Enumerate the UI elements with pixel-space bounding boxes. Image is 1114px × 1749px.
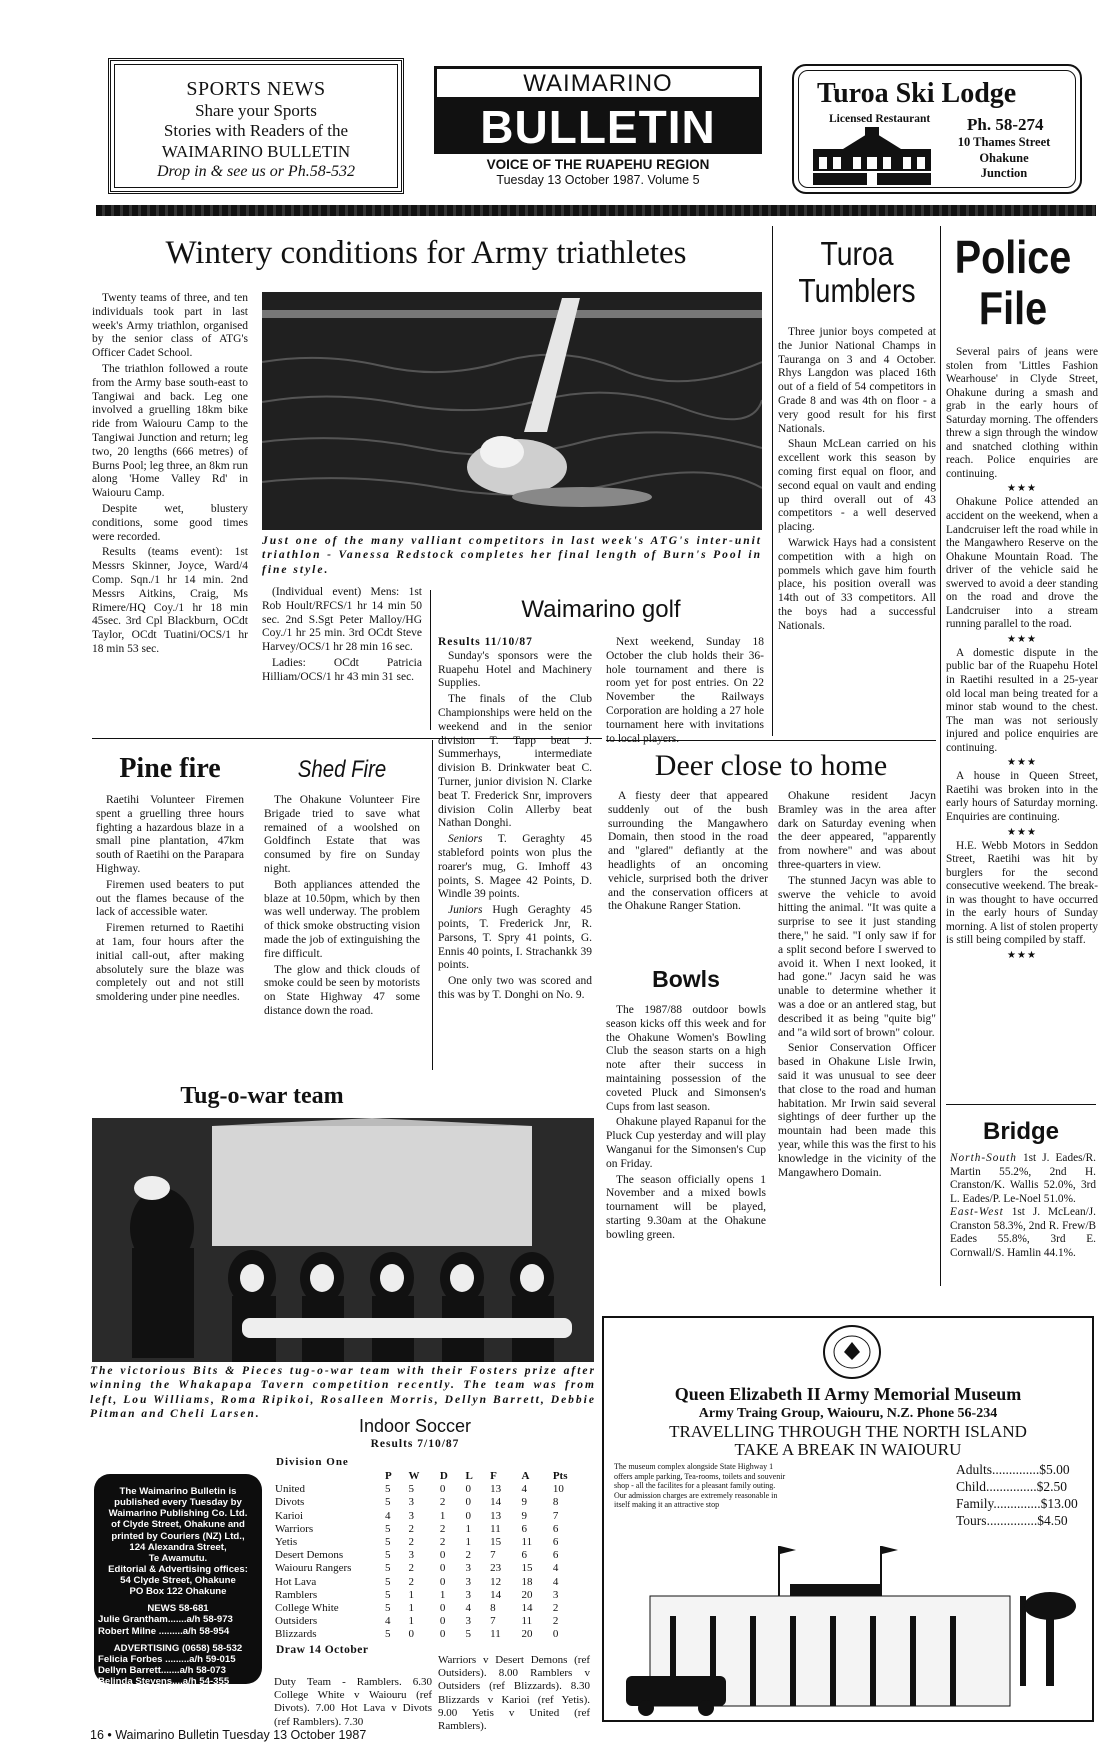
museum-price-dots: ............... — [986, 1512, 1038, 1528]
article-paragraph: Shaun McLean carried on his excellent work this season by coming first equal on floor, and second equal on vault and ending up third overall out of 43 competitors - a well deserved placing. — [778, 438, 936, 534]
imprint-contact: Dellyn Barrett.......a/h 58-073 — [98, 1664, 226, 1676]
soccer-cell: 20 — [521, 1588, 533, 1601]
soccer-cell: 5 — [385, 1628, 391, 1641]
soccer-cell: 0 — [439, 1615, 446, 1628]
tug-o-war-photo — [92, 1118, 594, 1362]
soccer-team-name: Warriors — [275, 1522, 314, 1535]
article-paragraph: The finals of the Club Championships were held on the weekend and in the senior division T. Tapp beat J. Summerhays, intermediate division B. Drinkwater beat C. Turner, junior division N. Clarke beat T. Frederick Snr, improvers division Colin Allerby beat Nathan Donghi. — [438, 693, 592, 830]
soccer-row — [272, 1510, 588, 1523]
article-paragraph: A fiesty deer that appeared suddenly out of the bush surrounding the Mangawhero Domain, then stood in the road and "glared" defiantly at the headlights of an oncoming vehicle, surprised both the driver and the conservation officers at the Ohakune Ranger Station. — [608, 790, 768, 913]
soccer-row — [272, 1483, 588, 1496]
museum-blurb: The museum complex alongside State Highway 1 offers ample parking, Tea-rooms, toilets and souvenir shop - all the facilites for a pleasant family outing. Our admission charges are extremely reasonable in itself making it an attractive stop — [614, 1462, 786, 1510]
article-paragraph: Both appliances attended the blaze at 10.50pm, which by then was well underway. The problem of thick smoke obstructing vision made the job of extinguishing the fire difficult. — [264, 878, 420, 960]
article-paragraph — [438, 833, 592, 902]
soccer-cell: 5 — [385, 1549, 391, 1562]
museum-price-row — [956, 1462, 1084, 1479]
soccer-cell: 7 — [552, 1509, 559, 1522]
soccer-row — [272, 1536, 588, 1549]
soccer-cell: 6 — [521, 1522, 527, 1535]
soccer-cell: 5 — [385, 1562, 391, 1575]
article-paragraph: (Individual event) Mens: 1st Rob Hoult/RFCS/1 hr 14 min 50 sec. 2nd S.Sgt Peter Malloy/HG Coy./1 hr 25 min. 3rd OCdt Steve Harvey/OCS/1 hr 28 min 16 sec. — [262, 586, 422, 654]
soccer-cell: 5 — [385, 1496, 391, 1509]
deer-col2 — [778, 790, 936, 1182]
soccer-cell: 0 — [465, 1483, 472, 1496]
sports-news-box — [108, 58, 404, 194]
soccer-cell: 1 — [465, 1522, 472, 1535]
turoa-article — [778, 326, 936, 636]
soccer-results-label: Results 7/10/87 — [370, 1438, 460, 1450]
turoa-headline-line: Turoa — [820, 235, 894, 272]
lodge-addr-line: Ohakune — [979, 150, 1029, 165]
swimmer-photo-illustration — [262, 292, 762, 530]
soccer-team-name: Karioi — [275, 1509, 304, 1522]
soccer-row — [272, 1628, 588, 1641]
soccer-cell: 8 — [552, 1496, 559, 1509]
soccer-team-name: United — [275, 1483, 305, 1496]
triathlon-col1 — [92, 292, 248, 659]
soccer-cell: 4 — [552, 1575, 559, 1588]
bridge-ew-label: East-West — [950, 1206, 1004, 1219]
soccer-row — [272, 1523, 588, 1536]
article-paragraph: The stunned Jacyn was able to swerve the vehicle to avoid hitting the animal. "It was quite a surprise to see it just standing there," he said. "I only saw if for a split second before I swerved to avoid it. When I next looked, it had gone." Jacyn said he was unable to determine whether it was a doe or an antlered stag, but described it as being "quite big" and "a wild sort of brown" colour. — [778, 874, 936, 1039]
sports-line: Stories with Readers of the — [163, 121, 349, 141]
soccer-cell: 3 — [408, 1496, 414, 1509]
museum-price-dots: ............... — [986, 1478, 1037, 1494]
soccer-cell: 4 — [465, 1601, 472, 1614]
triathlon-headline: Wintery conditions for Army triathletes — [165, 235, 687, 271]
imprint-box — [94, 1474, 262, 1687]
paper-name: BULLETIN — [434, 100, 762, 154]
article-paragraph: Firemen used beaters to put out the flames because of the lack of accessible water. — [96, 878, 244, 919]
soccer-cell: 1 — [465, 1535, 472, 1548]
golf-results-label: Results 11/10/87 — [438, 636, 533, 648]
imprint-line: printed by Couriers (NZ) Ltd., — [111, 1530, 245, 1542]
soccer-team-name: Hot Lava — [275, 1575, 317, 1588]
soccer-team-name: College White — [275, 1601, 339, 1614]
bridge-ns — [950, 1152, 1096, 1206]
article-paragraph: Next weekend, Sunday 18 October the club holds their 36-hole tournament and there is room yet for post entries. On 22 November the Railways Corporation are holding a 27 hole tournament here with invitations to local players. — [606, 636, 764, 745]
imprint-advertising: ADVERTISING (0658) 58-532 — [113, 1642, 243, 1654]
tagline: VOICE OF THE RUAPEHU REGION — [486, 157, 710, 172]
soccer-row — [272, 1549, 588, 1562]
soccer-col-header: W — [408, 1470, 420, 1482]
soccer-cell: 0 — [408, 1628, 414, 1641]
museum-price-price: $5.00 — [1039, 1462, 1070, 1477]
museum-price-label: Tours — [956, 1512, 987, 1528]
article-paragraph: Ohakune played Rapanui for the Pluck Cup yesterday and will play Wanganui for the Simonsen's Cup on Friday. — [606, 1116, 766, 1170]
golf-seniors-label: Seniors — [448, 833, 483, 846]
museum-title: Queen Elizabeth II Army Memorial Museum — [674, 1384, 1022, 1404]
soccer-team-name: Desert Demons — [275, 1549, 344, 1562]
soccer-cell: 0 — [439, 1601, 446, 1614]
soccer-draw-right: Warriors v Desert Demons (ref Outsiders). 8.00 Ramblers v Outsiders (ref Blizzards). 8.30 Blizzards v Karioi (ref Yetis). 9.00 Yetis v United (ref Ramblers). — [438, 1654, 590, 1732]
shed-article — [264, 794, 420, 1021]
soccer-table — [272, 1470, 588, 1641]
soccer-cell: 5 — [385, 1575, 391, 1588]
tug-caption: The victorious Bits & Pieces tug-o-war team with their Fosters prize after winning the Whakapapa Tavern competition recently. The team was from left, Lou Williams, Roma Ripikoi, Rosalleen Morris, Dellyn Barrett, Debbie Pitman and Cheli Larsen. — [90, 1365, 596, 1421]
soccer-cell: 0 — [552, 1628, 559, 1641]
pine-article — [96, 794, 244, 1007]
imprint-news: NEWS 58-681 — [147, 1603, 209, 1615]
bridge-ns-text: 1st J. Eades/R. Martin 55.2%, 2nd H. Cranston/K. Wallis 52.0%, 3rd L. Eades/P. Le-Noel 51.0%. — [950, 1152, 1097, 1205]
soccer-cell: 1 — [408, 1588, 414, 1601]
soccer-cell: 2 — [439, 1496, 446, 1509]
soccer-cell: 3 — [408, 1509, 414, 1522]
shed-headline: Shed Fire — [297, 756, 387, 783]
article-paragraph — [438, 904, 592, 973]
soccer-cell: 14 — [490, 1496, 502, 1509]
lodge-address — [939, 135, 1069, 182]
imprint-contact: Felicia Forbes .........a/h 59-015 — [98, 1653, 236, 1665]
museum-line1: TRAVELLING THROUGH THE NORTH ISLAND — [669, 1422, 1027, 1441]
soccer-draw-left: Duty Team - Ramblers. 6.30 College White v Waiouru (ref Divots). 7.00 Hot Lava v Divots (ref Ramblers). 7.30 — [274, 1676, 432, 1728]
pine-headline: Pine fire — [119, 753, 221, 784]
soccer-team-name: Yetis — [275, 1535, 298, 1548]
tug-headline: Tug-o-war team — [180, 1083, 344, 1109]
soccer-cell: 0 — [439, 1483, 446, 1496]
article-paragraph: Sunday's sponsors were the Ruapehu Hotel and Machinery Supplies. — [438, 649, 592, 690]
soccer-cell: 5 — [385, 1588, 391, 1601]
lodge-sub: Licensed Restaurant — [829, 113, 931, 125]
soccer-cell: 0 — [439, 1628, 446, 1641]
swimmer-photo — [262, 292, 762, 530]
soccer-cell: 20 — [521, 1628, 533, 1641]
article-paragraph: The 1987/88 outdoor bowls season kicks off this week and for the Ohakune Women's Bowling Club the season starts on a high note after their success in maintaining possession of the coveted Pluck and Simonsen's Cups from last season. — [606, 1004, 766, 1113]
turoa-headline-line: Tumblers — [798, 271, 916, 309]
museum-sub: Army Traing Group, Waiouru, N.Z. Phone 56-234 — [698, 1406, 998, 1421]
soccer-cell: 1 — [439, 1509, 446, 1522]
soccer-col-header: F — [490, 1470, 497, 1482]
soccer-cell: 7 — [490, 1549, 496, 1562]
soccer-col-header: D — [439, 1470, 448, 1482]
soccer-cell: 2 — [408, 1575, 414, 1588]
soccer-headline: Indoor Soccer — [358, 1416, 472, 1436]
golf-juniors: Hugh Geraghty 45 points, T. Frederick Jnr, R. Parsons, T. Spry 41 points, G. Ennis 40 points, I. Strachankk 39 points. — [438, 904, 593, 972]
dateline: Tuesday 13 October 1987. Volume 5 — [496, 173, 700, 188]
article-paragraph: The Ohakune Volunteer Fire Brigade tried to save what remained of a woolshed on Goldfinch Estate that was consumed by fire on Sunday night. — [264, 794, 420, 875]
soccer-cell: 4 — [385, 1615, 391, 1628]
article-paragraph: Ohakune Police attended an accident on the weekend, when a Landcruiser left the road while in the Mangawhero Reserve on the Ohakune Mountain Road. The driver of the vehicle said he swerved to avoid a deer standing on the road and drove the Landcruiser into a stream running parallel to the road. — [946, 496, 1098, 631]
soccer-cell: 15 — [521, 1562, 533, 1575]
soccer-cell: 23 — [490, 1562, 502, 1575]
soccer-cell: 0 — [439, 1562, 446, 1575]
soccer-cell: 0 — [439, 1549, 446, 1562]
soccer-cell: 5 — [385, 1601, 391, 1614]
soccer-cell: 8 — [490, 1601, 496, 1614]
triathlon-col2 — [262, 586, 422, 687]
imprint-line: Te Awamutu. — [148, 1552, 208, 1564]
soccer-cell: 3 — [465, 1615, 472, 1628]
paper-logo — [434, 66, 762, 186]
soccer-cell: 0 — [465, 1509, 472, 1522]
separator-stars: ★★★ — [1007, 757, 1037, 769]
triathlon-caption: Just one of the many valliant competitors in last week's ATG's inter-unit triathlon - Vanessa Redstock completes her final length of Burn's Pool in fine style. — [262, 535, 762, 576]
museum-price-dots: .............. — [992, 1462, 1040, 1477]
soccer-cell: 5 — [385, 1522, 391, 1535]
turoa-headline — [793, 236, 922, 310]
police-article — [946, 346, 1098, 963]
soccer-cell: 3 — [465, 1562, 472, 1575]
article-paragraph: A house in Queen Street, Raetihi was broken into in the early hours of Saturday morning. Enquiries are continuing. — [946, 770, 1098, 823]
soccer-cell: 2 — [408, 1522, 414, 1535]
soccer-cell: 11 — [490, 1628, 501, 1641]
museum-price-list — [956, 1462, 1084, 1530]
soccer-cell: 13 — [490, 1483, 502, 1496]
soccer-cell: 7 — [490, 1615, 496, 1628]
imprint-line: The Waimarino Bulletin is — [119, 1486, 237, 1497]
golf-col2 — [606, 636, 764, 748]
imprint-contact: Robert Milne .........a/h 58-954 — [98, 1625, 230, 1637]
soccer-cell: 3 — [465, 1575, 472, 1588]
soccer-row — [272, 1562, 588, 1575]
imprint-line: 124 Alexandra Street, — [129, 1541, 227, 1553]
soccer-col-header: L — [465, 1470, 473, 1482]
article-paragraph: Ohakune resident Jacyn Bramley was in the area after dark on Saturday evening when the deer appeared, "apparently from nowhere" and was about three-quarters in view. — [778, 790, 936, 871]
bridge-ew — [950, 1206, 1096, 1260]
soccer-cell: 0 — [465, 1496, 472, 1509]
article-paragraph: Three junior boys competed at the Junior National Champs in Tauranga on 3 and 4 October. Rhys Langdon was placed 16th out of a field of 54 competitors in Grade 8 and was 4th on floor - a very good result for his first Nationals. — [778, 326, 936, 435]
soccer-header-row — [272, 1470, 588, 1483]
masthead-rule — [96, 205, 1096, 216]
police-headline — [954, 232, 1073, 333]
article-paragraph: The glow and thick clouds of smoke could be seen by motorists on State Highway 47 some distance down the road. — [264, 963, 420, 1017]
soccer-cell: 14 — [521, 1601, 533, 1614]
museum-price-price: $4.50 — [1037, 1512, 1068, 1528]
museum-price-row — [956, 1496, 1084, 1513]
soccer-cell: 12 — [490, 1575, 502, 1588]
soccer-cell: 2 — [439, 1522, 446, 1535]
imprint-line: PO Box 122 Ohakune — [129, 1586, 227, 1598]
imprint-line: published every Tuesday by — [114, 1497, 242, 1509]
imprint-line: 54 Clyde Street, Ohakune — [120, 1575, 236, 1586]
imprint-line: of Clyde Street, Ohakune and — [111, 1519, 245, 1531]
golf-seniors: T. Geraghty 45 stableford points won plus the roarer's mug, G. Imhoff 43 points, S. Magee 42 Points, D. Windle 39 points. — [438, 833, 592, 901]
soccer-cell: 6 — [552, 1522, 559, 1535]
deer-headline: Deer close to home — [654, 749, 888, 782]
bridge-ew-text: 1st J. McLean/J. Cranston 58.3%, 2nd R. Frew/B Eades 55.8%, 3rd E. Cornwall/S. Hamlin 44.1%. — [950, 1206, 1096, 1259]
page-footer: 16 • Waimarino Bulletin Tuesday 13 October 1987 — [90, 1728, 367, 1742]
sports-line: Share your Sports — [195, 101, 317, 120]
soccer-cell: 1 — [439, 1588, 446, 1601]
soccer-cell: 15 — [490, 1535, 502, 1548]
article-paragraph: Several pairs of jeans were stolen from 'Littles Fashion Wearhouse' in Clyde Street, Ohakune during a smash and grab in the early hours of Saturday morning. The offenders threw a sign through the window and snatched clothing within reach. Police enquiries are continuing. — [946, 346, 1098, 480]
soccer-col-header: A — [521, 1470, 530, 1482]
museum-ad — [602, 1316, 1094, 1722]
separator-stars: ★★★ — [1007, 826, 1037, 838]
soccer-row — [272, 1615, 588, 1628]
soccer-cell: 5 — [408, 1483, 414, 1496]
article-paragraph: The season officially opens 1 November and a mixed bowls tournament will be played, starting 9.30am at the Ohakune bowling green. — [606, 1173, 766, 1241]
paper-top: WAIMARINO — [434, 66, 762, 100]
imprint-contact: Julie Grantham.......a/h 58-973 — [98, 1614, 233, 1626]
lodge-addr-line: Junction — [980, 166, 1028, 181]
bowls-article — [606, 1004, 766, 1245]
museum-price-row — [956, 1479, 1084, 1496]
sports-line: WAIMARINO BULLETIN — [161, 141, 351, 161]
article-paragraph: A domestic dispute in the public bar of the Ruapehu Hotel in Raetihi resulted in a 25-year old local man being treated for a minor stab wound to the chest. The man was not seriously injured and police enquiries are continuing. — [946, 646, 1098, 754]
police-headline-line: File — [978, 281, 1048, 334]
article-paragraph: Firemen returned to Raetihi at 1am, four hours after the initial call-out, after making absolutely sure the blaze was completely out and not still smoldering under pine needles. — [96, 922, 244, 1004]
imprint-line: Editorial & Advertising offices: — [108, 1563, 248, 1575]
soccer-cell: 2 — [465, 1549, 472, 1562]
separator-stars: ★★★ — [1007, 633, 1037, 645]
soccer-cell: 3 — [465, 1588, 472, 1601]
soccer-cell: 14 — [490, 1588, 502, 1601]
golf-headline: Waimarino golf — [521, 596, 681, 623]
soccer-cell: 5 — [385, 1483, 391, 1496]
separator-stars: ★★★ — [1007, 949, 1037, 961]
soccer-row — [272, 1496, 588, 1509]
ski-lodge-ad — [792, 64, 1082, 194]
golf-col1 — [438, 636, 592, 1005]
soccer-cell: 6 — [521, 1549, 527, 1562]
soccer-cell: 2 — [408, 1562, 414, 1575]
soccer-cell: 6 — [552, 1549, 559, 1562]
article-paragraph: Warwick Hays had a consistent competition with a high on pommels which gave him fourth place, his position overall was 14th out of 33 competitors. All the boys had a successful Nationals. — [778, 536, 936, 632]
soccer-cell: 4 — [521, 1483, 527, 1496]
article-paragraph: Despite wet, blustery conditions, some good times were recorded. — [92, 502, 248, 543]
soccer-team-name: Divots — [275, 1496, 305, 1509]
article-paragraph: Senior Conservation Officer based in Ohakune Lisle Irwin, said it was unusual to see deer that close to the road and human habitation. Mr Irwin said several sightings of deer further up the mountain had been made this year, while this was the first to his knowledge in the vicinity of the Mangawhero Domain. — [778, 1042, 936, 1179]
soccer-team-name: Outsiders — [275, 1615, 318, 1628]
museum-price-dots: .............. — [993, 1495, 1041, 1511]
lodge-name: Turoa Ski Lodge — [817, 78, 1017, 109]
soccer-row — [272, 1589, 588, 1602]
separator-stars: ★★★ — [1007, 483, 1037, 495]
article-paragraph: Raetihi Volunteer Firemen spent a gruelling three hours fighting a hazardous blaze in a small pine plantation, 47km south of Raetihi on the Parapara Highway. — [96, 794, 244, 875]
soccer-cell: 2 — [552, 1601, 559, 1614]
museum-seal — [822, 1324, 882, 1380]
bridge-headline: Bridge — [982, 1118, 1059, 1145]
soccer-cell: 2 — [408, 1535, 414, 1548]
soccer-cell: 13 — [490, 1509, 502, 1522]
soccer-row — [272, 1576, 588, 1589]
soccer-col-team — [272, 1470, 382, 1483]
soccer-cell: 6 — [552, 1535, 559, 1548]
museum-price-label: Family — [956, 1495, 994, 1511]
sports-news-title: SPORTS NEWS — [186, 78, 326, 100]
soccer-team-name: Ramblers — [275, 1588, 318, 1601]
museum-price-label: Child — [956, 1478, 987, 1494]
soccer-cell: 1 — [408, 1601, 414, 1614]
soccer-draw-title: Draw 14 October — [276, 1644, 369, 1656]
article-paragraph: H.E. Webb Motors in Seddon Street, Raetihi was hit by burglers for the second consecutive weekend. The break-in was thought to have occurred in the early hours of Sunday morning. A list of stolen property is still being compiled by staff. — [946, 839, 1098, 947]
soccer-cell: 2 — [439, 1535, 446, 1548]
imprint-line: Waimarino Publishing Co. Ltd. — [108, 1508, 248, 1520]
soccer-cell: 5 — [465, 1628, 472, 1641]
soccer-row — [272, 1602, 588, 1615]
article-paragraph: Ladies: OCdt Patricia Hilliam/OCS/1 hr 43 min 31 sec. — [262, 656, 422, 683]
imprint-contact: Belinda Stevens....a/h 54-355 — [98, 1676, 230, 1687]
sports-line: Drop in & see us or Ph.58-532 — [156, 163, 356, 181]
soccer-cell: 10 — [552, 1483, 564, 1496]
soccer-cell: 3 — [408, 1549, 414, 1562]
lodge-phone: Ph. 58-274 — [967, 115, 1044, 134]
museum-building-illustration — [610, 1536, 1086, 1718]
soccer-cell: 9 — [521, 1496, 527, 1509]
soccer-cell: 0 — [439, 1575, 446, 1588]
museum-price-row — [956, 1513, 1084, 1530]
article-paragraph: Results (teams event): 1st Messrs Skinner, Joyce, Ward/4 Comp. Sqn./1 hr 14 min. 2nd Messrs Aitkins, Craig, Ms Rimere/HQ Coy./1 hr 18 min 45sec. 3rd Cpl Blackburn, OCdt Taylor, OCdt Tuatini/OCS/1 hr 18 min 53 sec. — [92, 546, 248, 655]
soccer-cell: 1 — [408, 1615, 414, 1628]
museum-price-price: $2.50 — [1036, 1478, 1068, 1494]
soccer-cell: 9 — [521, 1509, 527, 1522]
soccer-division: Division One — [276, 1456, 349, 1468]
soccer-cell: 5 — [385, 1535, 391, 1548]
soccer-cell: 11 — [490, 1522, 501, 1535]
bridge-ns-label: North-South — [950, 1152, 1017, 1164]
article-paragraph: The triathlon followed a route from the Army base south-east to Tangiwai and back. Leg one involved a gruelling 18km bike ride from Waiouru Camp to the Tangiwai Junction and return; leg two, 20 lengths (666 metres) of Burns Pool; leg three, an 8km run along 'Home Valley Rd' in Waiouru Camp. — [92, 362, 248, 500]
article-paragraph: Twenty teams of three, and ten individuals took part in last week's Army triathlon, organised by the senior class of ATG's Officer Cadet School. — [92, 292, 248, 360]
article-paragraph: One only two was scored and this was by T. Donghi on No. 9. — [438, 975, 592, 1001]
deer-col1 — [608, 790, 768, 916]
soccer-cell: 4 — [385, 1509, 391, 1522]
police-headline-line: Police — [954, 231, 1072, 283]
golf-juniors-label: Juniors — [448, 904, 483, 917]
soccer-team-name: Blizzards — [275, 1628, 317, 1641]
museum-price-label: Adults — [956, 1462, 993, 1477]
bridge-results — [950, 1152, 1096, 1260]
museum-line2: TAKE A BREAK IN WAIOURU — [734, 1440, 962, 1459]
lodge-addr-line: 10 Thames Street — [957, 135, 1051, 149]
museum-price-price: $13.00 — [1040, 1495, 1078, 1511]
soccer-table-body — [272, 1483, 588, 1641]
soccer-team-name: Waiouru Rangers — [275, 1562, 352, 1575]
lodge-building-illustration — [813, 127, 931, 185]
tug-o-war-photo-illustration — [92, 1118, 594, 1362]
soccer-col-header: P — [385, 1470, 392, 1482]
soccer-cell: 11 — [521, 1535, 533, 1548]
soccer-cell: 11 — [521, 1615, 533, 1628]
soccer-cell: 2 — [552, 1615, 559, 1628]
bowls-headline: Bowls — [652, 966, 720, 992]
soccer-col-header: Pts — [552, 1470, 568, 1482]
soccer-cell: 18 — [521, 1575, 533, 1588]
soccer-cell: 3 — [552, 1588, 559, 1601]
soccer-cell: 4 — [552, 1562, 559, 1575]
